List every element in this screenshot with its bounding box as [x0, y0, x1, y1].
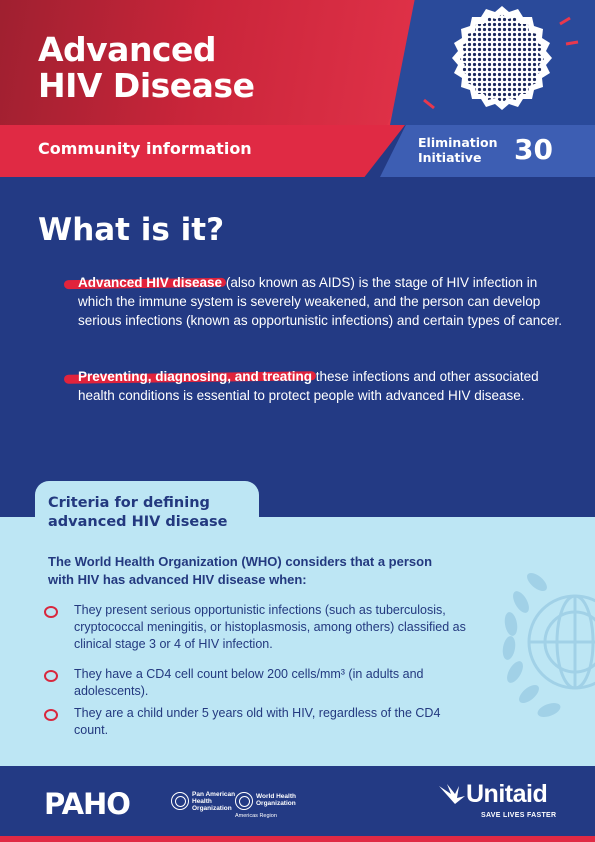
- paho-globe-icon: [171, 792, 189, 810]
- footer-red-line: [0, 836, 595, 842]
- paragraph-definition-text: ) is the stage of HIV infection in which the immune system is severely weakened, and the person can develop serious infections (known as opportunistic infections) and certain types of cancer.: [78, 275, 563, 328]
- highlight-preventing: Preventing, diagnosing, and treating: [78, 369, 313, 384]
- paragraph-definition: [78, 273, 568, 330]
- elimination-initiative-logo: [418, 134, 568, 170]
- initiative-word-1: Elimination: [418, 135, 498, 150]
- unitaid-logo-text: Unitaid: [466, 780, 548, 808]
- paho-logo-text: PAHO: [44, 787, 130, 821]
- who-org-name: [256, 793, 296, 807]
- paho-org-line-1: Pan American: [192, 791, 236, 798]
- list-item: They have a CD4 cell count below 200 cells/mm³ (in adults and adolescents).: [74, 667, 424, 698]
- circle-bullet-icon: [44, 606, 58, 618]
- who-region: Americas Region: [235, 813, 277, 819]
- who-org-line-1: World Health: [256, 793, 296, 800]
- subtitle: Community information: [38, 139, 252, 158]
- unitaid-tagline: SAVE LIVES FASTER: [481, 812, 557, 819]
- list-item: They are a child under 5 years old with HIV, regardless of the CD4 count.: [74, 706, 441, 737]
- paragraph-prevention: [78, 367, 568, 405]
- initiative-number: 30: [514, 133, 553, 166]
- page-title: Advanced HIV Disease: [38, 30, 255, 105]
- initiative-word-2: Initiative: [418, 150, 482, 165]
- paragraph-definition-aside: (also known as AIDS: [222, 275, 351, 290]
- criteria-title: Criteria for defining advanced HIV disease: [48, 495, 228, 530]
- who-org-line-2: Organization: [256, 800, 296, 807]
- circle-bullet-icon: [44, 709, 58, 721]
- section-heading-what: What is it?: [38, 212, 225, 248]
- circle-bullet-icon: [44, 670, 58, 682]
- criteria-intro: The World Health Organization (WHO) considers that a person with HIV has advanced HIV disease when:: [48, 554, 433, 587]
- who-emblem-icon: [235, 792, 253, 810]
- paho-org-line-2: Health: [192, 798, 212, 805]
- unitaid-bird-icon: [437, 782, 467, 808]
- list-item: They present serious opportunistic infections (such as tuberculosis, cryptococcal meningitis, or histoplasmosis, among others) classified as clinical stage 3 or 4 of HIV infection.: [74, 603, 466, 651]
- highlight-advanced-hiv: Advanced HIV disease: [78, 275, 223, 290]
- halftone-seal-illustration: [420, 4, 580, 124]
- un-emblem-watermark: [483, 562, 595, 732]
- paho-org-name: [192, 791, 235, 812]
- paho-org-line-3: Organization: [192, 805, 232, 812]
- paragraph-prevention-text: these infections and other associated health conditions is essential to protect people with advanced HIV disease.: [78, 369, 539, 403]
- initiative-words: [418, 135, 498, 165]
